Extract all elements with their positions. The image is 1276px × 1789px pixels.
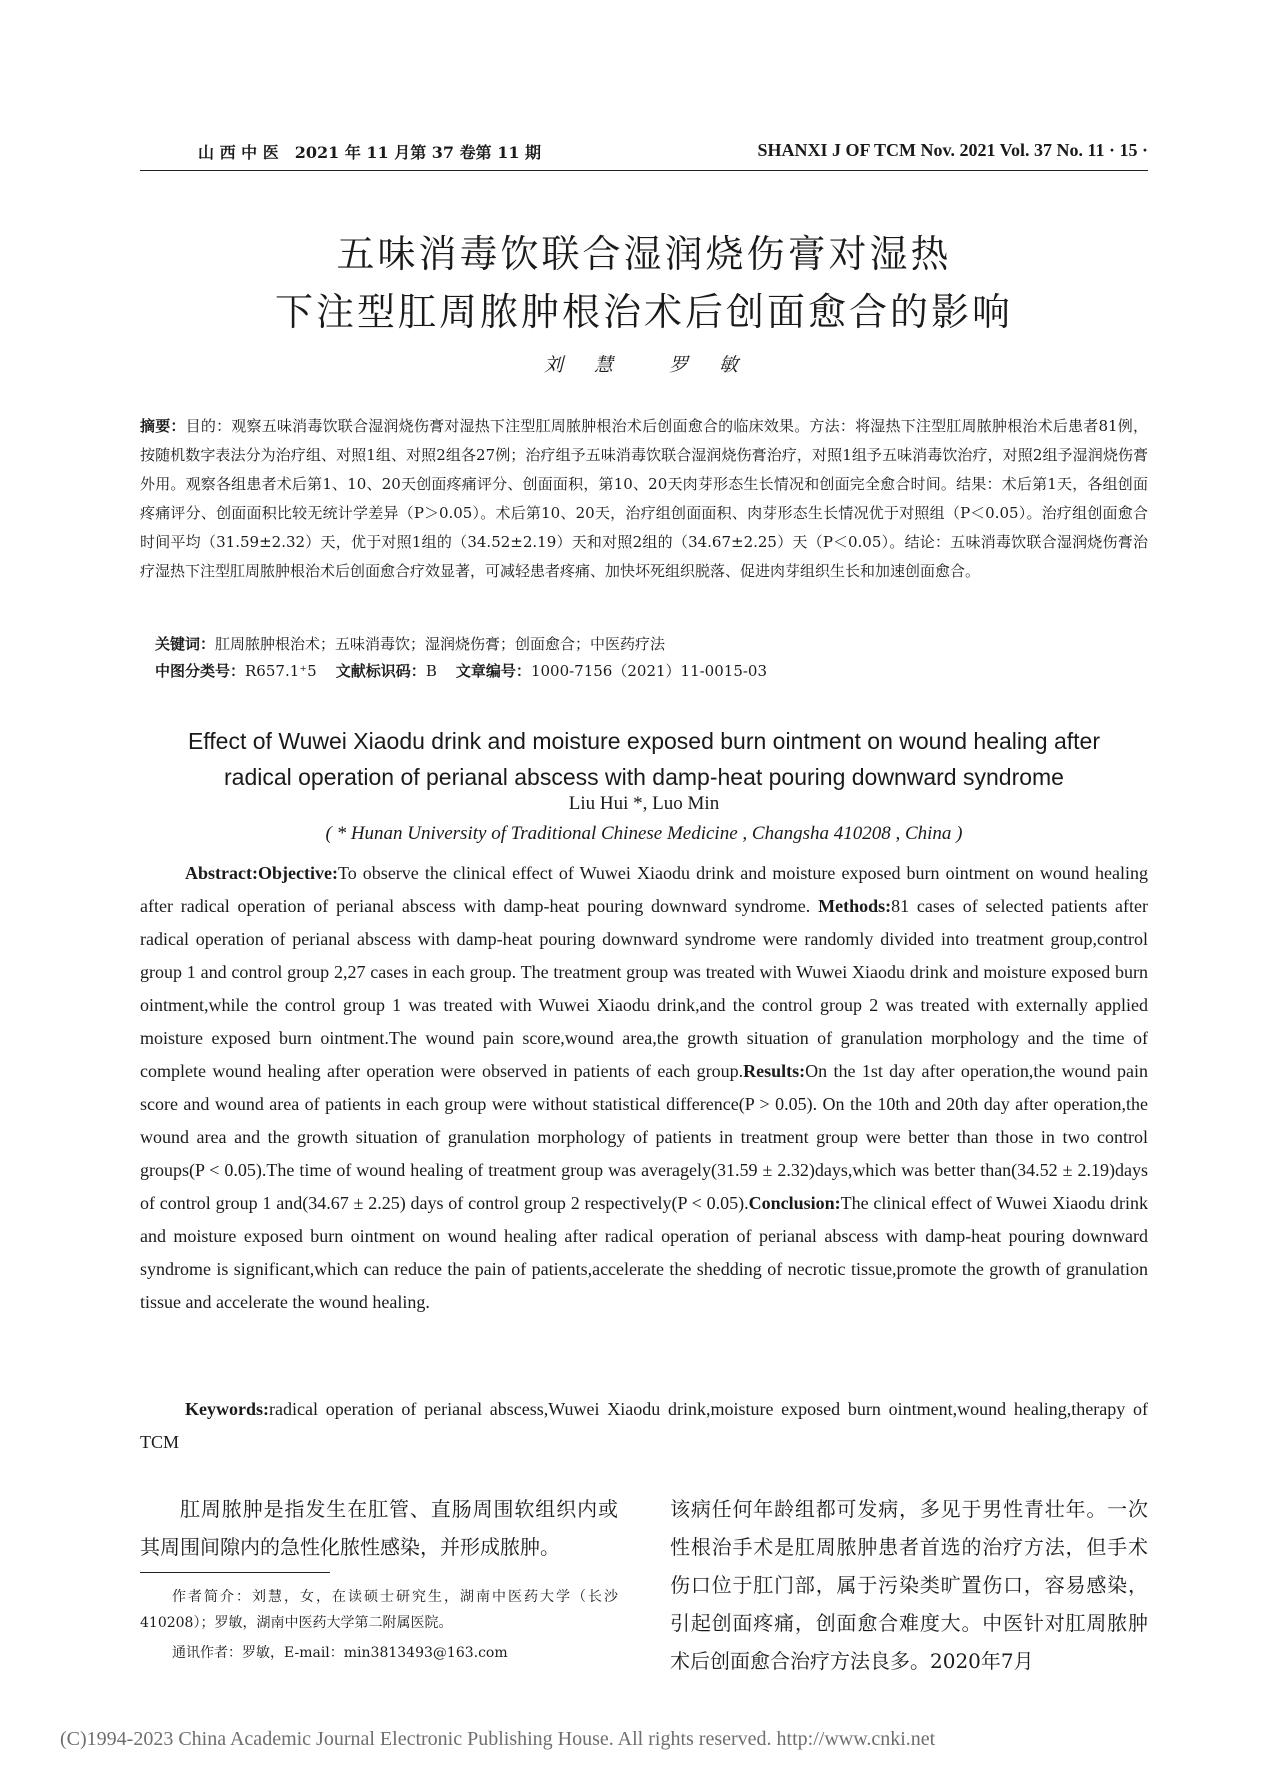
footnote-author-info: 作者简介：刘慧，女，在读硕士研究生，湖南中医药大学（长沙 410208）；罗敏，湖南中医药大学第二附属医院。: [140, 1589, 618, 1631]
chinese-abstract-text: 目的：观察五味消毒饮联合湿润烧伤膏对湿热下注型肛周脓肿根治术后创面愈合的临床效果。方法：将湿热下注型肛周脓肿根治术后患者81例，按随机数字表法分为治疗组、对照1组、对照2组各27例；治疗组予五味消毒饮联合湿润烧伤膏治疗，对照1组予五味消毒饮治疗，对照2组予湿润烧伤膏外用。观察各组患者术后第1、10、20天创面疼痛评分、创面面积，第10、20天肉芽形态生长情况和创面完全愈合时间。结果：术后第1天，各组创面疼痛评分、创面面积比较无统计学差异（P＞0.05）。术后第10、20天，治疗组创面面积、肉芽形态生长情况优于对照组（P＜0.05）。治疗组创面愈合时间平均（31.59±2.32）天，优于对照1组的（34.52±2.19）天和对照2组的（34.67±2.25）天（P＜0.05）。结论：五味消毒饮联合湿润烧伤膏治疗湿热下注型肛周脓肿根治术后创面愈合疗效显著，可减轻患者疼痛、加快坏死组织脱落、促进肉芽组织生长和加速创面愈合。: [140, 417, 1148, 580]
english-title-line1: Effect of Wuwei Xiaodu drink and moisture exposed burn ointment on wound healing after: [187, 728, 1101, 754]
running-header-left: 山 西 中 医 2021 年 11 月第 37 卷第 11 期: [198, 143, 542, 162]
conclusion-text: The clinical effect of Wuwei Xiaodu drink and moisture exposed burn ointment on wound healing after radical operation of perianal abscess with damp-heat pouring downward syndrome is significant,which can reduce the pain of patients,accelerate the shedding of necrotic tissue,promote the growth of granulation tissue and accelerate the wound healing.: [140, 1193, 1148, 1312]
conclusion-label: Conclusion:: [748, 1193, 841, 1213]
english-abstract-label: Abstract:: [185, 863, 258, 883]
english-title: [140, 723, 1148, 795]
article-title-line1: 五味消毒饮联合湿润烧伤膏对湿热: [336, 232, 952, 276]
results-label: Results:: [743, 1061, 806, 1081]
chinese-keywords-label: 关键词：: [155, 635, 216, 653]
footnote-correspondence: 通讯作者：罗敏，E-mail：min3813493@163.com: [172, 1645, 508, 1661]
header-rule: [140, 170, 1148, 171]
running-header-right: SHANXI J OF TCM Nov. 2021 Vol. 37 No. 11 · 15 ·: [757, 140, 1148, 160]
article-title-line2: 下注型肛周脓肿根治术后创面愈合的影响: [274, 290, 1013, 334]
chinese-abstract: [140, 412, 1148, 586]
body-column-right: 该病任何年龄组都可发病，多见于男性青壮年。一次性根治手术是肛周脓肿患者首选的治疗方法，但手术伤口位于肛门部，属于污染类旷置伤口，容易感染，引起创面疼痛，创面愈合难度大。中医针对肛周脓肿术后创面愈合治疗方法良多。2020年7月: [670, 1497, 1148, 1673]
classification-line: [155, 659, 1148, 683]
english-authors: Liu Hui *, Luo Min: [568, 793, 720, 814]
article-number-label: 文章编号：: [455, 662, 531, 680]
english-title-line2: radical operation of perianal abscess with damp-heat pouring downward syndrome: [224, 764, 1064, 790]
footnote-rule: [140, 1572, 330, 1573]
article-title: [140, 225, 1148, 341]
clc-label: 中图分类号：: [155, 662, 246, 680]
chinese-abstract-label: 摘要：: [140, 417, 186, 435]
copyright-line: (C)1994-2023 China Academic Journal Electronic Publishing House. All rights reserved. http://www.cnki.net: [60, 1728, 936, 1750]
doc-code-value: B: [425, 662, 437, 680]
chinese-keywords-text: 肛周脓肿根治术；五味消毒饮；湿润烧伤膏；创面愈合；中医药疗法: [215, 635, 666, 653]
clc-value: R657.1⁺5: [245, 662, 317, 680]
english-keywords-label: Keywords:: [185, 1399, 269, 1419]
chinese-keywords: [155, 632, 1148, 656]
article-number-value: 1000-7156（2021）11-0015-03: [530, 662, 768, 680]
body-column-left: 肛周脓肿是指发生在肛管、直肠周围软组织内或其周围间隙内的急性化脓性感染，并形成脓肿。: [140, 1497, 618, 1559]
doc-code-label: 文献标识码：: [335, 662, 426, 680]
running-header: [198, 140, 1148, 162]
results-text: On the 1st day after operation,the wound pain score and wound area of patients in each group were without statistical difference(P > 0.05). On the 10th and 20th day after operation,the wound area and the growth situation of granulation morphology of patients in treatment group were better than those in two control groups(P < 0.05).The time of wound healing of treatment group was averagely(31.59 ± 2.32)days,which was better than(34.52 ± 2.19)days of control group 1 and(34.67 ± 2.25) days of control group 2 respectively(P < 0.05).: [140, 1061, 1148, 1213]
authors: 刘 慧 罗 敏: [543, 354, 744, 376]
methods-text: 81 cases of selected patients after radical operation of perianal abscess with damp-heat pouring downward syndrome were randomly divided into treatment group,control group 1 and control group 2,27 cases in each group. The treatment group was treated with Wuwei Xiaodu drink and moisture exposed burn ointment,while the control group 1 was treated with Wuwei Xiaodu drink,and the control group 2 was treated with externally applied moisture exposed burn ointment.The wound pain score,wound area,the growth situation of granulation morphology and the time of complete wound healing after operation were observed in patients of each group.: [140, 896, 1149, 1081]
english-keywords: [140, 1393, 1148, 1459]
english-affiliation: ( * Hunan University of Traditional Chinese Medicine , Changsha 410208 , China ): [325, 823, 963, 844]
english-keywords-text: radical operation of perianal abscess,Wuwei Xiaodu drink,moisture exposed burn ointment,wound healing,therapy of TCM: [140, 1399, 1148, 1452]
english-abstract: [140, 857, 1148, 1319]
objective-text: To observe the clinical effect of Wuwei Xiaodu drink and moisture exposed burn ointment on wound healing after radical operation of perianal abscess with damp-heat pouring downward syndrome.: [140, 863, 1148, 916]
objective-label: Objective:: [257, 863, 338, 883]
methods-label: Methods:: [818, 896, 892, 916]
